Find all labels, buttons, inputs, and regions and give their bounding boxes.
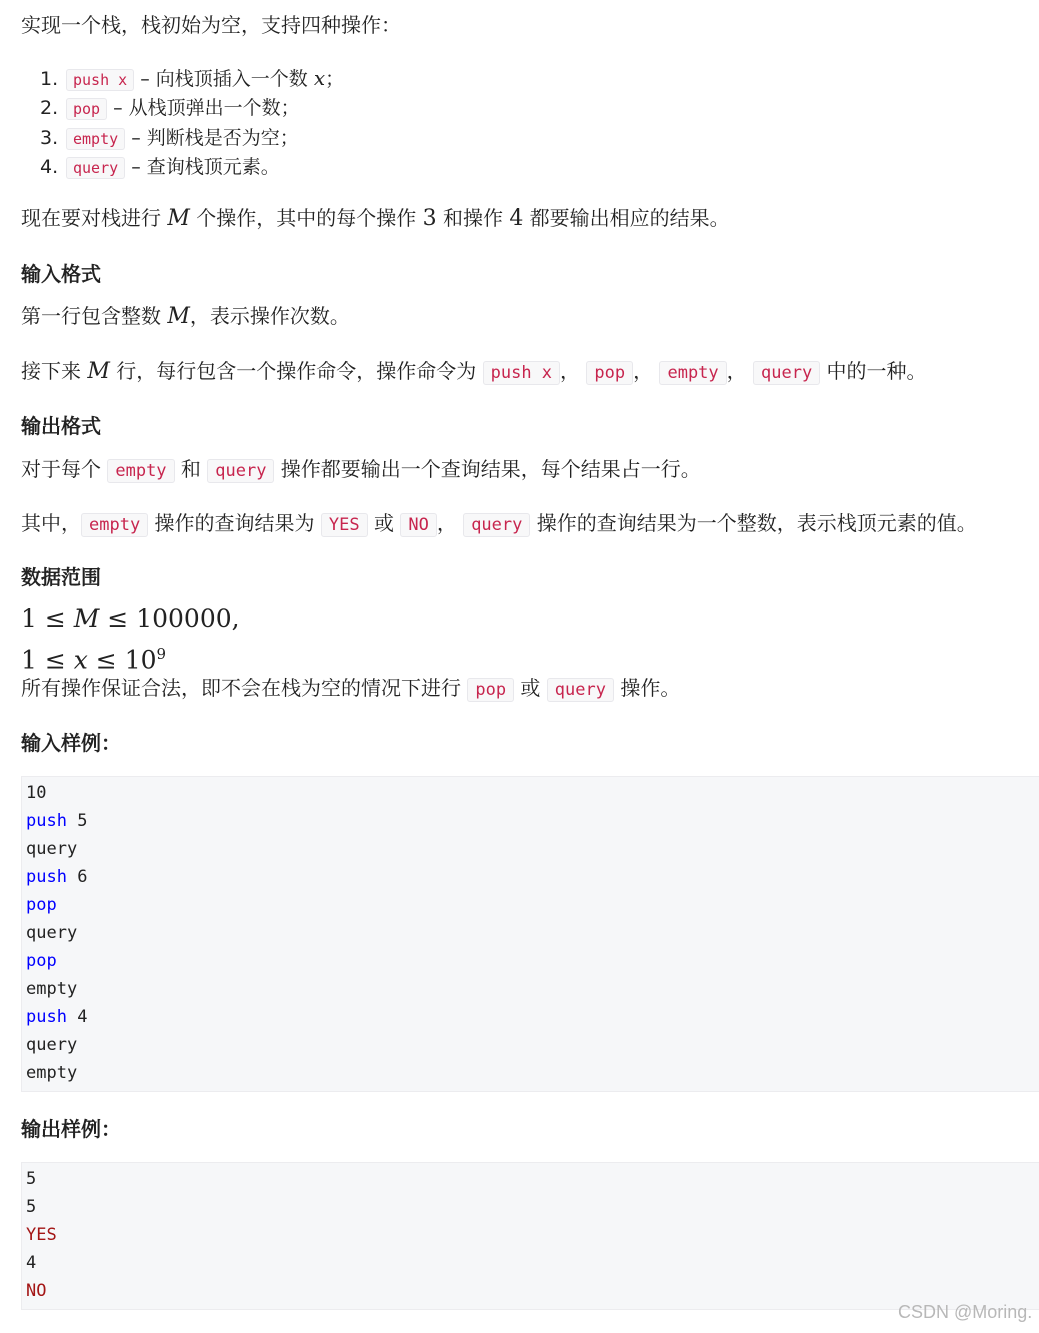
math-text: 1 ≤: [21, 604, 74, 633]
watermark: CSDN @Moring.: [898, 1302, 1033, 1322]
text: 或: [514, 676, 547, 700]
math-text: ≤ 10: [87, 645, 157, 675]
code-line: [26, 835, 77, 863]
input-format-line-2: [21, 356, 927, 388]
text: ，: [726, 359, 747, 383]
text: 现在要对栈进行: [21, 206, 168, 230]
list-number: 3.: [40, 127, 59, 149]
code-line: [26, 779, 46, 807]
output-format-line-2: [21, 508, 977, 540]
code-keyword: pop: [26, 895, 57, 915]
code-keyword: pop: [26, 951, 57, 971]
inline-code: empty: [81, 513, 148, 537]
list-text: – 从栈顶弹出一个数；: [107, 97, 300, 119]
text: 操作的查询结果为一个整数，表示栈顶元素的值。: [530, 511, 977, 535]
code-text: 6: [66, 867, 88, 887]
code-text: empty: [26, 1063, 78, 1083]
inline-code: pop: [586, 361, 633, 385]
input-format-line-1: [21, 301, 350, 332]
list-text: – 判断栈是否为空；: [125, 127, 299, 149]
math-number: 4: [509, 206, 524, 231]
math-var: M: [87, 359, 110, 384]
text: 操作。: [613, 676, 681, 700]
list-text: ；: [325, 68, 345, 90]
code-line: [26, 1031, 77, 1059]
code-keyword: push: [26, 1007, 67, 1027]
text: 所有操作保证合法，即不会在栈为空的情况下进行: [21, 676, 468, 700]
code-text: 5: [66, 811, 88, 831]
output-line: 5: [26, 1197, 37, 1217]
list-item: [40, 63, 344, 95]
inline-code: query: [207, 459, 274, 483]
inline-code: NO: [400, 513, 436, 537]
text: 接下来: [21, 359, 88, 383]
inline-code: push x: [483, 361, 560, 385]
output-line: 5: [26, 1169, 37, 1189]
code-text: query: [26, 923, 78, 943]
math-text: 1 ≤: [21, 645, 74, 675]
code-text: query: [26, 1035, 78, 1055]
text: 第一行包含整数: [21, 304, 168, 328]
text: 个操作，其中的每个操作: [189, 206, 423, 230]
text: 或: [367, 511, 401, 535]
inline-code: pop: [467, 678, 514, 702]
description: [21, 203, 730, 234]
code-text: empty: [26, 979, 78, 999]
text: 都要输出相应的结果。: [523, 206, 730, 230]
heading-output-format: 输出格式: [21, 414, 101, 438]
list-text: – 查询栈顶元素。: [125, 156, 280, 178]
code-text: query: [26, 839, 78, 859]
math-text: ≤ 100000,: [99, 604, 240, 633]
inline-code: empty: [66, 128, 125, 150]
inline-code: query: [463, 513, 530, 537]
math-var: M: [167, 304, 190, 329]
list-number: 1.: [40, 68, 59, 90]
math-exponent: 9: [156, 645, 167, 663]
text: 对于每个: [21, 457, 108, 481]
math-number: 3: [422, 206, 437, 231]
code-line: [26, 975, 77, 1003]
text: 操作的查询结果为: [148, 511, 321, 535]
code-line: [26, 947, 57, 975]
code-line: [26, 863, 87, 891]
range-formula-2: [21, 637, 166, 677]
output-line: 4: [26, 1253, 37, 1273]
code-line: [26, 919, 77, 947]
math-var: M: [73, 604, 100, 633]
code-line: [26, 807, 87, 835]
inline-code: empty: [659, 361, 726, 385]
sample-input-block: [21, 776, 1039, 1092]
text: 和操作: [436, 206, 510, 230]
text: 其中，: [21, 511, 81, 535]
intro-text: 实现一个栈，栈初始为空，支持四种操作：: [21, 13, 401, 37]
list-number: 4.: [40, 156, 59, 178]
code-keyword: push: [26, 867, 67, 887]
heading-sample-output: 输出样例：: [21, 1117, 121, 1141]
math-var: M: [167, 206, 190, 231]
output-format-line-1: [21, 454, 701, 486]
inline-code: pop: [66, 98, 107, 120]
inline-code: YES: [321, 513, 368, 537]
text: ，: [436, 511, 457, 535]
list-number: 2.: [40, 97, 59, 119]
code-keyword: push: [26, 811, 67, 831]
code-text: 4: [66, 1007, 88, 1027]
text: 行，每行包含一个操作命令，操作命令为: [109, 359, 483, 383]
code-line: [26, 1059, 77, 1087]
list-text: – 向栈顶插入一个数: [134, 68, 314, 90]
range-formula-1: [21, 602, 240, 636]
sample-output-block: [21, 1162, 1039, 1310]
math-var: x: [313, 66, 326, 90]
text: 中的一种。: [820, 359, 927, 383]
range-note: [21, 673, 680, 705]
text: 和: [174, 457, 208, 481]
inline-code: query: [753, 361, 820, 385]
code-line: [26, 891, 57, 919]
output-line: NO: [26, 1281, 47, 1301]
code-text: 10: [26, 783, 47, 803]
list-item: [40, 93, 300, 124]
text: ，: [633, 359, 654, 383]
inline-code: empty: [107, 459, 174, 483]
heading-sample-input: 输入样例：: [21, 731, 121, 755]
code-line: [26, 1003, 87, 1031]
inline-code: push x: [66, 69, 134, 91]
inline-code: query: [66, 157, 125, 179]
output-line: YES: [26, 1225, 57, 1245]
list-item: [40, 152, 280, 183]
text: ，表示操作次数。: [189, 304, 350, 328]
heading-input-format: 输入格式: [21, 262, 101, 286]
text: 操作都要输出一个查询结果，每个结果占一行。: [274, 457, 701, 481]
math-var: x: [73, 645, 88, 675]
text: ，: [560, 359, 581, 383]
inline-code: query: [547, 678, 614, 702]
list-item: [40, 123, 299, 154]
heading-data-range: 数据范围: [21, 565, 101, 589]
